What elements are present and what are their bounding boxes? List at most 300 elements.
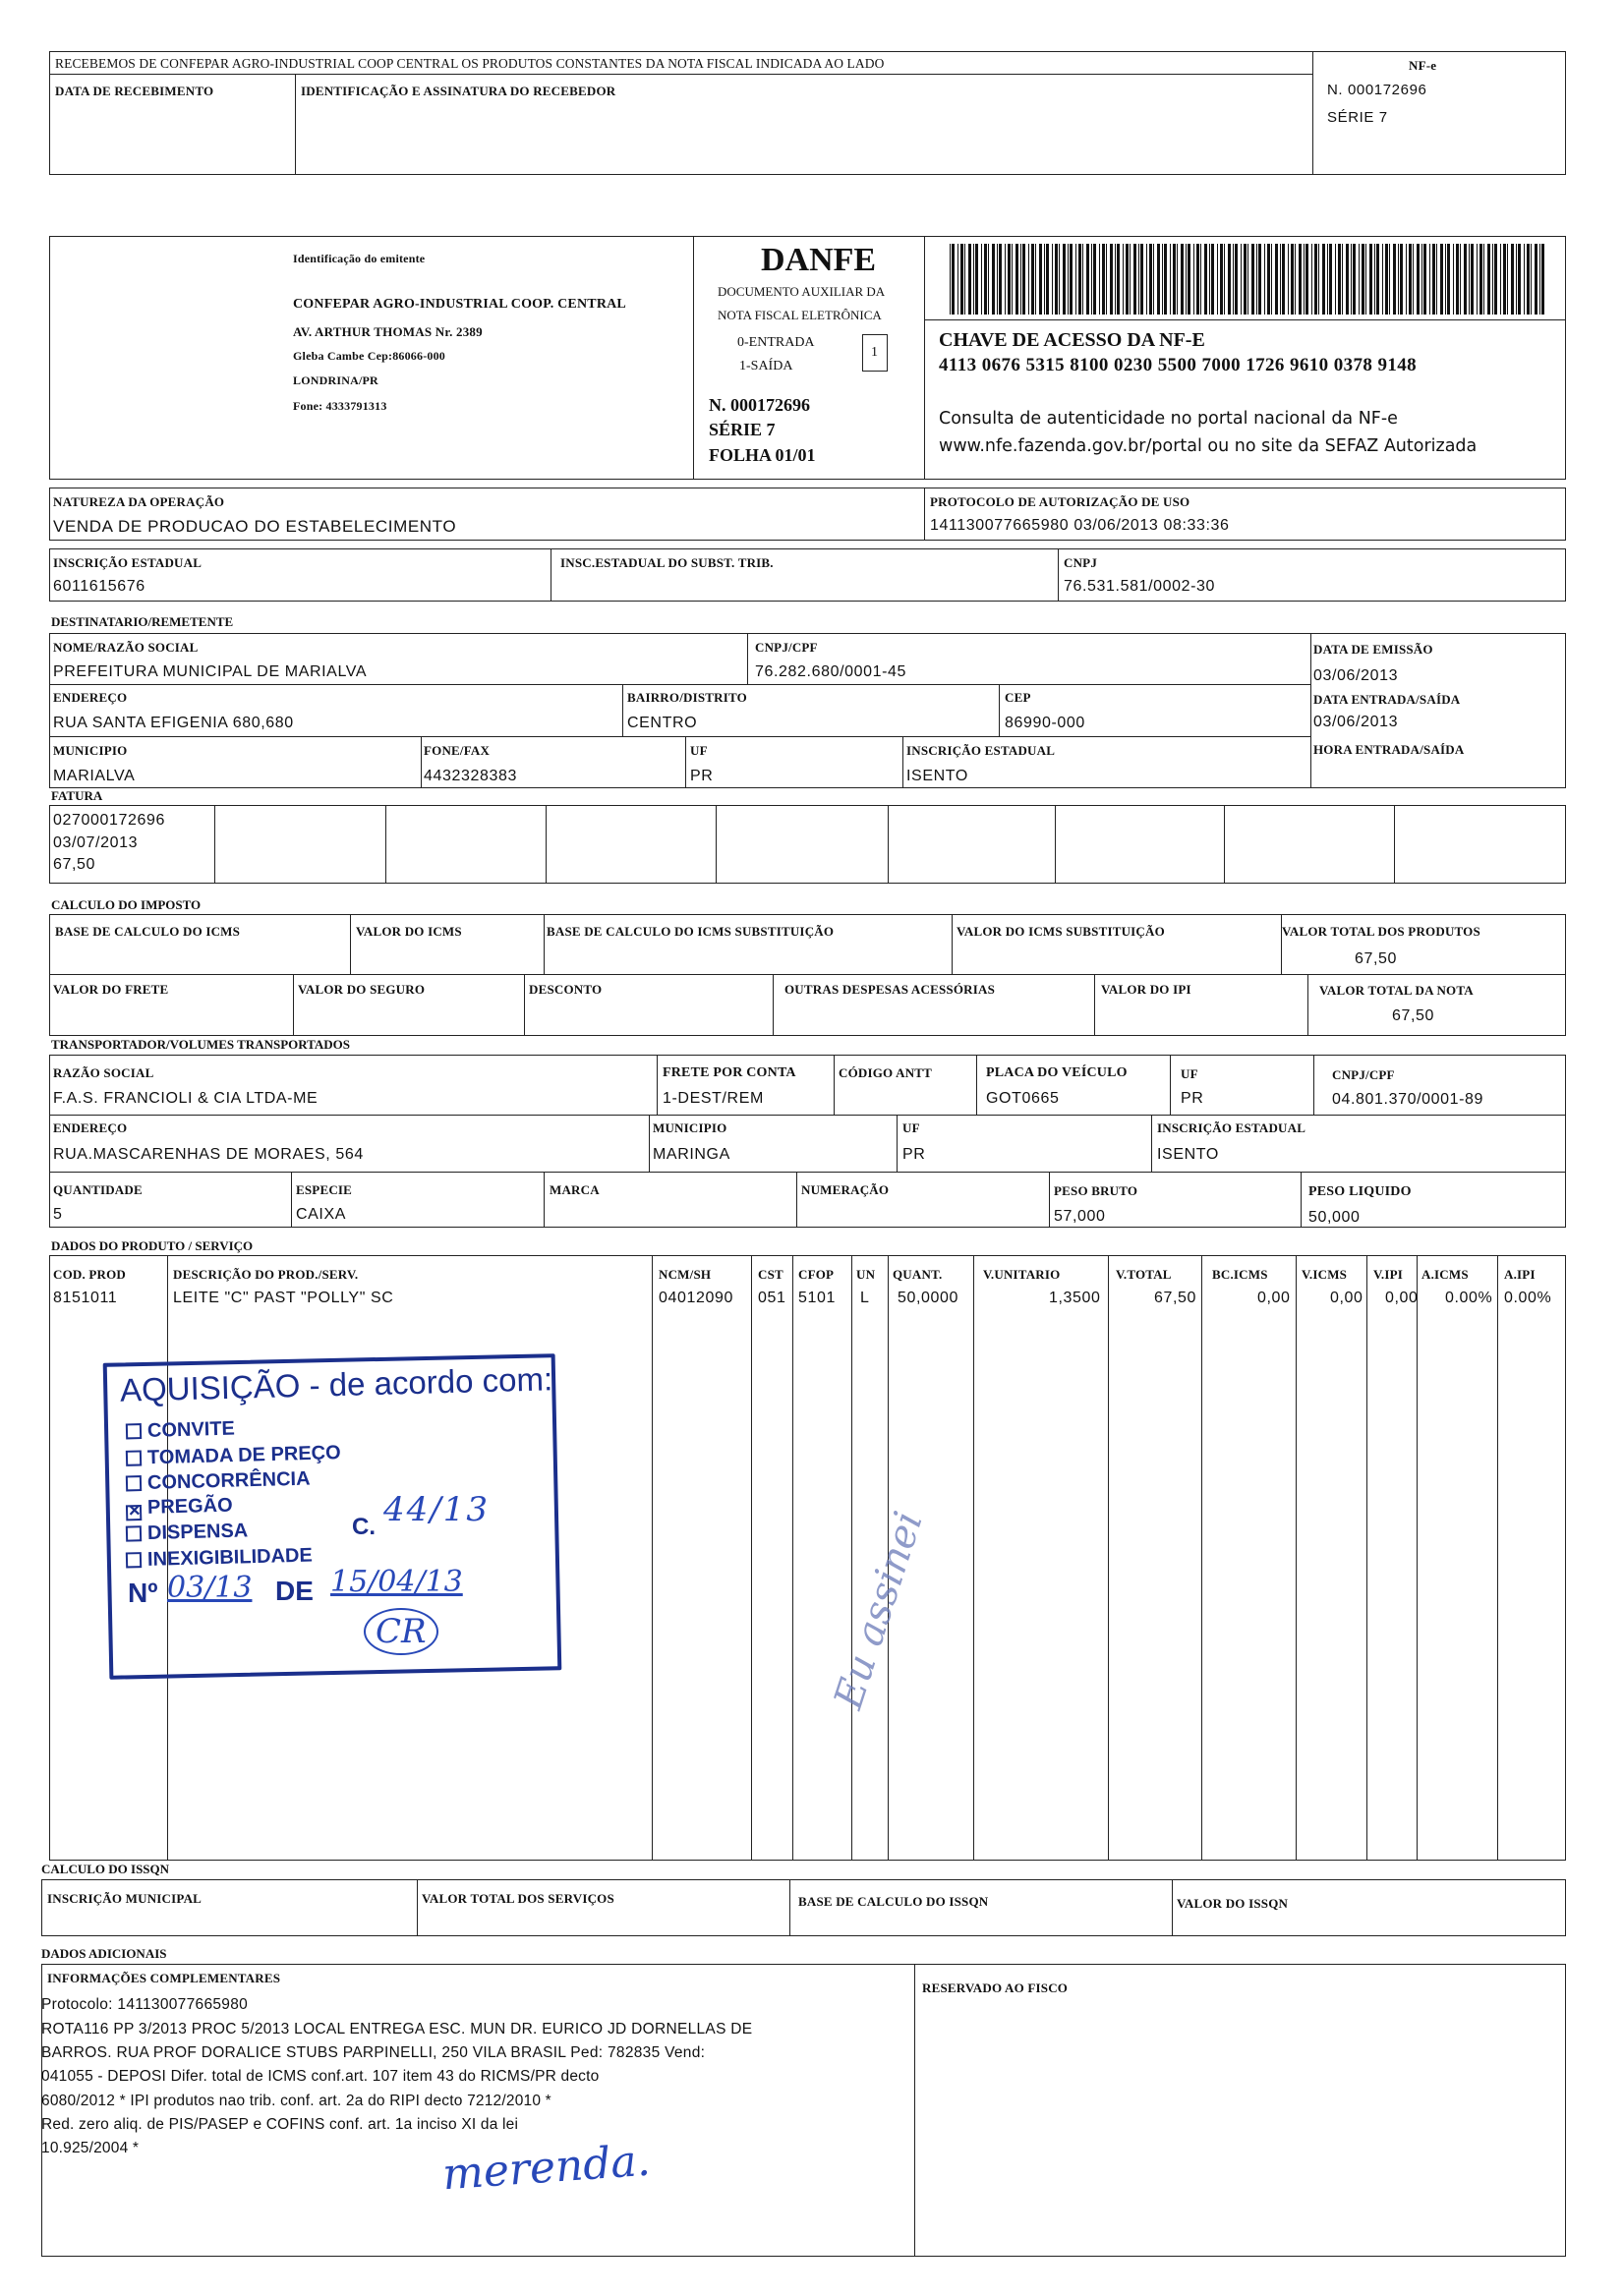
- inscricao-box: [49, 548, 1566, 602]
- dest-emissao-label: DATA DE EMISSÃO: [1313, 642, 1433, 657]
- imp-sep-9: [1307, 974, 1308, 1036]
- danfe-folha: FOLHA 01/01: [709, 445, 816, 465]
- stamp-de-value: 15/04/13: [330, 1565, 463, 1599]
- transp-sep-a: [657, 1055, 658, 1115]
- barcode-bar: [1322, 244, 1325, 315]
- barcode-bar: [1342, 244, 1343, 315]
- barcode-bar: [1527, 244, 1530, 315]
- barcode-bar: [1247, 244, 1248, 315]
- barcode-bar: [1153, 244, 1154, 315]
- barcode-bar: [1117, 244, 1120, 315]
- emitente-city: LONDRINA/PR: [293, 373, 378, 387]
- barcode-bar: [988, 244, 989, 315]
- prod-h-cst: CST: [758, 1267, 783, 1282]
- prod-h-desc: DESCRIÇÃO DO PROD./SERV.: [173, 1267, 359, 1282]
- barcode-bar: [1012, 244, 1013, 315]
- fatura-line-1: 027000172696: [53, 812, 165, 829]
- dest-nome: PREFEITURA MUNICIPAL DE MARIALVA: [53, 663, 368, 680]
- destinatario-section: DESTINATARIO/REMETENTE: [51, 614, 234, 629]
- transp-sep-g: [897, 1115, 898, 1172]
- barcode-bar: [1063, 244, 1066, 315]
- info-line-2: ROTA116 PP 3/2013 PROC 5/2013 LOCAL ENTREGA ESC. MUN DR. EURICO JD DORNELLAS DE: [41, 2021, 753, 2038]
- barcode-bar: [1374, 244, 1375, 315]
- produtos-column-separator: [973, 1255, 974, 1861]
- barcode-bar: [1524, 244, 1525, 315]
- barcode-bar: [1170, 244, 1171, 315]
- imp-frete: VALOR DO FRETE: [53, 982, 169, 997]
- chave-consulta-2: www.nfe.fazenda.gov.br/portal ou no site da SEFAZ Autorizada: [939, 436, 1478, 456]
- imp-sep-7: [773, 974, 774, 1036]
- transp-row-2: [49, 1172, 1566, 1173]
- barcode-bar: [1241, 244, 1242, 315]
- prod-h-vicms: V.ICMS: [1302, 1267, 1348, 1282]
- receipt-divider: [49, 74, 1312, 75]
- fatura-section: FATURA: [51, 788, 103, 803]
- transp-frete-label: FRETE POR CONTA: [663, 1065, 796, 1080]
- stamp-option-convite: [126, 1418, 235, 1444]
- barcode-bar: [1275, 244, 1278, 315]
- dest-sep-right: [1310, 633, 1311, 788]
- barcode-bar: [1106, 244, 1107, 315]
- issqn-im: INSCRIÇÃO MUNICIPAL: [47, 1891, 203, 1906]
- barcode-bar: [1492, 244, 1493, 315]
- prod-h-cfop: CFOP: [798, 1267, 835, 1282]
- transp-numeracao-label: NUMERAÇÃO: [801, 1182, 890, 1197]
- barcode-bar: [1335, 244, 1336, 315]
- barcode-bar: [992, 244, 995, 315]
- stamp-option-concorrencia-text: CONCORRÊNCIA: [146, 1467, 311, 1494]
- emitente-name: CONFEPAR AGRO-INDUSTRIAL COOP. CENTRAL: [293, 297, 626, 312]
- dest-municipio-label: MUNICIPIO: [53, 743, 128, 758]
- stamp-c-label: C.: [352, 1514, 376, 1540]
- receipt-signature-label: IDENTIFICAÇÃO E ASSINATURA DO RECEBEDOR: [301, 84, 616, 98]
- danfe-number: N. 000172696: [709, 395, 810, 415]
- transp-placa-label: PLACA DO VEÍCULO: [986, 1065, 1128, 1080]
- barcode-bar: [1503, 244, 1506, 315]
- stamp-no-label: Nº: [128, 1578, 158, 1608]
- barcode-bar: [1518, 244, 1521, 315]
- header-sep-2: [924, 236, 925, 480]
- issqn-sep-2: [789, 1879, 790, 1936]
- imposto-row-sep: [49, 974, 1566, 975]
- transp-row-1: [49, 1115, 1566, 1116]
- barcode-bar: [1487, 244, 1490, 315]
- danfe-sub2: NOTA FISCAL ELETRÔNICA: [718, 308, 882, 322]
- prod-vicms: 0,00: [1330, 1290, 1363, 1306]
- emitente-label: Identificação do emitente: [293, 252, 426, 265]
- dest-emissao: 03/06/2013: [1313, 667, 1399, 684]
- barcode-bar: [1200, 244, 1201, 315]
- chave-consulta-1: Consulta de autenticidade no portal nacional da NF-e: [939, 409, 1398, 429]
- barcode-bar: [1539, 244, 1540, 315]
- transp-cnpj: 04.801.370/0001-89: [1332, 1091, 1484, 1108]
- barcode: [950, 244, 1549, 315]
- imp-base-icms: BASE DE CALCULO DO ICMS: [55, 924, 241, 939]
- transp-frete: 1-DEST/REM: [663, 1090, 764, 1107]
- barcode-bar: [1471, 244, 1474, 315]
- imp-sep-8: [1094, 974, 1095, 1036]
- transp-liquido: 50,000: [1308, 1209, 1361, 1226]
- barcode-bar: [1224, 244, 1225, 315]
- transp-sep-d: [1170, 1055, 1171, 1115]
- dest-sep-cep: [999, 684, 1000, 736]
- barcode-bar: [1211, 244, 1214, 315]
- barcode-bar: [1288, 244, 1289, 315]
- fatura-sep-6: [1055, 805, 1056, 884]
- stamp-no-value: 03/13: [167, 1571, 253, 1605]
- barcode-bar: [1282, 244, 1285, 315]
- issqn-valor: VALOR DO ISSQN: [1177, 1896, 1289, 1911]
- imposto-section: CALCULO DO IMPOSTO: [51, 897, 202, 912]
- barcode-bar: [1267, 244, 1270, 315]
- imp-desconto: DESCONTO: [529, 982, 603, 997]
- transp-uf: PR: [1181, 1090, 1204, 1107]
- barcode-bar: [1177, 244, 1178, 315]
- barcode-bar: [1460, 244, 1461, 315]
- barcode-bar: [1228, 244, 1231, 315]
- barcode-bar: [960, 244, 963, 315]
- dest-ie-label: INSCRIÇÃO ESTADUAL: [906, 743, 1056, 758]
- barcode-bar: [1008, 244, 1011, 315]
- barcode-bar: [1091, 244, 1092, 315]
- transp-sep-h: [1151, 1115, 1152, 1172]
- barcode-bar: [1068, 244, 1069, 315]
- barcode-bar: [1541, 244, 1544, 315]
- stamp-option-pregao-text: PREGÃO: [146, 1494, 233, 1519]
- barcode-bar: [1362, 244, 1364, 315]
- barcode-bar: [1031, 244, 1034, 315]
- barcode-bar: [1376, 244, 1379, 315]
- produtos-column-separator: [652, 1255, 653, 1861]
- barcode-bar: [1188, 244, 1190, 315]
- barcode-bar: [1070, 244, 1073, 315]
- barcode-bar: [1157, 244, 1160, 315]
- issqn-base: BASE DE CALCULO DO ISSQN: [798, 1894, 989, 1909]
- barcode-bar: [1338, 244, 1341, 315]
- barcode-bar: [1295, 244, 1296, 315]
- prod-ncm: 04012090: [659, 1290, 733, 1306]
- dest-row-2: [49, 736, 1310, 737]
- stamp-title: AQUISIÇÃO - de acordo com:: [119, 1360, 553, 1408]
- barcode-bar: [1440, 244, 1443, 315]
- dest-ie: ISENTO: [906, 768, 968, 784]
- imp-total-nota: 67,50: [1392, 1007, 1435, 1024]
- transp-uf2: PR: [902, 1146, 926, 1163]
- barcode-bar: [1365, 244, 1366, 315]
- info-line-1: Protocolo: 141130077665980: [41, 1996, 249, 2013]
- handwritten-note: Eu assinei: [826, 1506, 932, 1715]
- issqn-sep-3: [1172, 1879, 1173, 1936]
- barcode-bar: [1327, 244, 1328, 315]
- barcode-bar: [1044, 244, 1045, 315]
- barcode-bar: [1235, 244, 1238, 315]
- issqn-sep-1: [417, 1879, 418, 1936]
- barcode-bar: [950, 244, 951, 315]
- transp-uf2-label: UF: [902, 1120, 920, 1135]
- imp-sep-2: [544, 914, 545, 974]
- barcode-bar: [1059, 244, 1060, 315]
- transp-bruto: 57,000: [1054, 1208, 1106, 1225]
- barcode-bar: [1173, 244, 1176, 315]
- fatura-sep-4: [716, 805, 717, 884]
- dest-bairro: CENTRO: [627, 715, 698, 731]
- transp-ie-label: INSCRIÇÃO ESTADUAL: [1157, 1120, 1306, 1135]
- prod-h-vipi: V.IPI: [1373, 1267, 1404, 1282]
- barcode-bar: [1126, 244, 1129, 315]
- emitente-district: Gleba Cambe Cep:86066-000: [293, 349, 445, 363]
- imp-total-prod: 67,50: [1355, 950, 1398, 967]
- barcode-bar: [1500, 244, 1501, 315]
- barcode-bar: [997, 244, 998, 315]
- imp-sep-5: [293, 974, 294, 1036]
- protocolo-label: PROTOCOLO DE AUTORIZAÇÃO DE USO: [930, 494, 1190, 509]
- imp-valor-icms: VALOR DO ICMS: [356, 924, 462, 939]
- barcode-bar: [1299, 244, 1302, 315]
- natureza-sep: [924, 488, 925, 541]
- barcode-bar: [1291, 244, 1294, 315]
- transp-sep-c: [976, 1055, 977, 1115]
- barcode-bar: [1133, 244, 1136, 315]
- barcode-bar: [1028, 244, 1029, 315]
- transp-sep-k: [796, 1172, 797, 1228]
- danfe-serie: SÉRIE 7: [709, 420, 776, 439]
- barcode-bar: [1409, 244, 1412, 315]
- danfe-entrada: 0-ENTRADA: [737, 335, 815, 350]
- stamp-option-convite-text: CONVITE: [146, 1417, 236, 1442]
- ie-value: 6011615676: [53, 578, 145, 595]
- imp-valor-st: VALOR DO ICMS SUBSTITUIÇÃO: [957, 924, 1165, 939]
- barcode-bar: [1436, 244, 1437, 315]
- dest-entrada-label: DATA ENTRADA/SAÍDA: [1313, 692, 1461, 707]
- produtos-section: DADOS DO PRODUTO / SERVIÇO: [51, 1238, 254, 1253]
- transp-endereco-label: ENDEREÇO: [53, 1120, 128, 1135]
- barcode-bar: [1046, 244, 1049, 315]
- prod-un: L: [860, 1290, 870, 1306]
- transp-cnpj-label: CNPJ/CPF: [1332, 1067, 1395, 1082]
- barcode-bar: [1204, 244, 1207, 315]
- barcode-bar: [1469, 244, 1470, 315]
- fatura-sep-1: [214, 805, 215, 884]
- receipt-sep-data: [295, 74, 296, 175]
- barcode-bar: [1305, 244, 1308, 315]
- info-line-7: 10.925/2004 *: [41, 2140, 140, 2156]
- barcode-bar: [1110, 244, 1113, 315]
- imp-total-nota-label: VALOR TOTAL DA NOTA: [1319, 983, 1474, 998]
- ie-label: INSCRIÇÃO ESTADUAL: [53, 555, 203, 570]
- emitente-street: AV. ARTHUR THOMAS Nr. 2389: [293, 324, 483, 339]
- fatura-sep-3: [546, 805, 547, 884]
- imp-sep-6: [524, 974, 525, 1036]
- produtos-column-separator: [1201, 1255, 1202, 1861]
- dest-sep-cnpj: [747, 633, 748, 684]
- barcode-bar: [1432, 244, 1435, 315]
- barcode-bar: [1078, 244, 1081, 315]
- barcode-bar: [1398, 244, 1399, 315]
- barcode-bar: [1138, 244, 1139, 315]
- cnpj-label: CNPJ: [1064, 555, 1098, 570]
- receipt-nfe-serie: SÉRIE 7: [1327, 109, 1388, 126]
- transp-endereco: RUA.MASCARENHAS DE MORAES, 564: [53, 1146, 364, 1163]
- fatura-sep-5: [888, 805, 889, 884]
- barcode-bar: [968, 244, 971, 315]
- produtos-column-separator: [1417, 1255, 1418, 1861]
- prod-desc: LEITE "C" PAST "POLLY" SC: [173, 1290, 394, 1306]
- barcode-bar: [1130, 244, 1131, 315]
- transp-qtd: 5: [53, 1206, 63, 1223]
- dest-uf-label: UF: [690, 743, 708, 758]
- barcode-bar: [1483, 244, 1484, 315]
- natureza-label: NATUREZA DA OPERAÇÃO: [53, 494, 225, 509]
- transp-sep-j: [544, 1172, 545, 1228]
- prod-cst: 051: [758, 1290, 786, 1306]
- fatura-sep-8: [1394, 805, 1395, 884]
- barcode-bar: [975, 244, 978, 315]
- barcode-bar: [1479, 244, 1482, 315]
- stamp-c-value: 44/13: [383, 1490, 490, 1529]
- barcode-bar: [984, 244, 987, 315]
- receipt-nfe-number: N. 000172696: [1327, 82, 1427, 98]
- dest-entrada: 03/06/2013: [1313, 714, 1399, 730]
- transp-razao-label: RAZÃO SOCIAL: [53, 1065, 154, 1080]
- transp-qtd-label: QUANTIDADE: [53, 1182, 143, 1197]
- barcode-bar: [1099, 244, 1100, 315]
- transp-especie-label: ESPECIE: [296, 1182, 353, 1197]
- barcode-bar: [1346, 244, 1349, 315]
- barcode-bar: [1477, 244, 1478, 315]
- dest-uf: PR: [690, 768, 714, 784]
- barcode-bar: [1511, 244, 1514, 315]
- inscricao-sep-2: [1058, 548, 1059, 602]
- barcode-bar: [1209, 244, 1210, 315]
- fatura-box: [49, 805, 1566, 884]
- barcode-bar: [952, 244, 955, 315]
- transp-placa: GOT0665: [986, 1090, 1060, 1107]
- barcode-bar: [1382, 244, 1383, 315]
- produtos-column-separator: [1366, 1255, 1367, 1861]
- barcode-bar: [1507, 244, 1508, 315]
- prod-h-quant: QUANT.: [893, 1267, 943, 1282]
- barcode-bar: [1052, 244, 1053, 315]
- prod-h-aipi: A.IPI: [1504, 1267, 1536, 1282]
- barcode-bar: [1314, 244, 1317, 315]
- barcode-bar: [981, 244, 982, 315]
- barcode-bar: [1164, 244, 1167, 315]
- barcode-bar: [1413, 244, 1414, 315]
- transporte-section: TRANSPORTADOR/VOLUMES TRANSPORTADOS: [51, 1037, 351, 1052]
- barcode-bar: [1233, 244, 1234, 315]
- info-line-3: BARROS. RUA PROF DORALICE STUBS PARPINELLI, 250 VILA BRASIL Ped: 782835 Vend:: [41, 2044, 706, 2061]
- barcode-bar: [1304, 244, 1305, 315]
- receipt-sep-nfe: [1312, 51, 1313, 175]
- imp-outras: OUTRAS DESPESAS ACESSÓRIAS: [784, 982, 995, 997]
- adicionais-sep: [914, 1964, 915, 2257]
- barcode-bar: [973, 244, 974, 315]
- chave-value: 4113 0676 5315 8100 0230 5500 7000 1726 9610 0378 9148: [939, 355, 1418, 375]
- prod-h-un: UN: [856, 1267, 876, 1282]
- barcode-bar: [1102, 244, 1105, 315]
- fatura-line-2: 03/07/2013: [53, 834, 139, 851]
- barcode-bar: [1329, 244, 1332, 315]
- prod-aicms: 0.00%: [1445, 1290, 1493, 1306]
- stamp-option-pregao: [126, 1495, 233, 1521]
- produtos-column-separator: [751, 1255, 752, 1861]
- barcode-bar: [1075, 244, 1076, 315]
- emitente-phone: Fone: 4333791313: [293, 399, 387, 413]
- barcode-bar: [1280, 244, 1281, 315]
- barcode-bar: [1400, 244, 1403, 315]
- produtos-column-separator: [1497, 1255, 1498, 1861]
- prod-vipi: 0,00: [1385, 1290, 1419, 1306]
- barcode-bar: [1186, 244, 1187, 315]
- barcode-bar: [1456, 244, 1459, 315]
- barcode-bar: [957, 244, 958, 315]
- barcode-bar: [1393, 244, 1396, 315]
- barcode-bar: [1256, 244, 1257, 315]
- barcode-bar: [1351, 244, 1352, 315]
- prod-h-aicms: A.ICMS: [1421, 1267, 1469, 1282]
- barcode-bar: [1369, 244, 1372, 315]
- barcode-bar: [964, 244, 965, 315]
- barcode-bar: [1389, 244, 1390, 315]
- barcode-bar: [1020, 244, 1021, 315]
- danfe-title: DANFE: [761, 242, 877, 278]
- barcode-bar: [1271, 244, 1272, 315]
- barcode-bar: [1015, 244, 1018, 315]
- transp-antt-label: CÓDIGO ANTT: [839, 1065, 933, 1080]
- imp-ipi: VALOR DO IPI: [1101, 982, 1191, 997]
- dest-fone-label: FONE/FAX: [424, 743, 491, 758]
- produtos-column-separator: [1108, 1255, 1109, 1861]
- receipt-header: RECEBEMOS DE CONFEPAR AGRO-INDUSTRIAL COOP CENTRAL OS PRODUTOS CONSTANTES DA NOTA FISCAL INDICADA AO LADO: [55, 56, 885, 71]
- fatura-line-3: 67,50: [53, 856, 96, 873]
- produtos-column-separator: [792, 1255, 793, 1861]
- prod-h-vtotal: V.TOTAL: [1116, 1267, 1172, 1282]
- stamp-option-dispensa-text: DISPENSA: [146, 1520, 249, 1545]
- info-label: INFORMAÇÕES COMPLEMENTARES: [47, 1971, 281, 1985]
- barcode-bar: [1055, 244, 1058, 315]
- transp-razao: F.A.S. FRANCIOLI & CIA LTDA-ME: [53, 1090, 319, 1107]
- stamp-initials: CR: [364, 1608, 438, 1655]
- dest-endereco-label: ENDEREÇO: [53, 690, 128, 705]
- danfe-sub1: DOCUMENTO AUXILIAR DA: [718, 284, 886, 299]
- transp-uf-label: UF: [1181, 1066, 1198, 1081]
- cnpj-value: 76.531.581/0002-30: [1064, 578, 1216, 595]
- dest-endereco: RUA SANTA EFIGENIA 680,680: [53, 715, 294, 731]
- barcode-bar: [1447, 244, 1450, 315]
- dest-sep-ie: [902, 736, 903, 788]
- barcode-bar: [1423, 244, 1426, 315]
- info-line-4: 041055 - DEPOSI Difer. total de ICMS conf.art. 107 item 43 do RICMS/PR decto: [41, 2068, 600, 2085]
- natureza-value: VENDA DE PRODUCAO DO ESTABELECIMENTO: [53, 517, 457, 536]
- prod-vtotal: 67,50: [1154, 1290, 1197, 1306]
- prod-h-ncm: NCM/SH: [659, 1267, 712, 1282]
- barcode-bar: [1005, 244, 1006, 315]
- barcode-bar: [1429, 244, 1430, 315]
- adicionais-section: DADOS ADICIONAIS: [41, 1946, 167, 1961]
- barcode-bar: [1318, 244, 1319, 315]
- barcode-bar: [1251, 244, 1254, 315]
- barcode-bar: [1353, 244, 1356, 315]
- stamp-option-dispensa: [126, 1520, 249, 1545]
- barcode-bar: [1531, 244, 1532, 315]
- barcode-bar: [1022, 244, 1025, 315]
- prod-h-bcicms: BC.ICMS: [1212, 1267, 1268, 1282]
- barcode-bar: [1193, 244, 1194, 315]
- barcode-bar: [1244, 244, 1247, 315]
- header-sep-1: [693, 236, 694, 480]
- header-sep-h: [924, 319, 1566, 320]
- prod-h-vunit: V.UNITARIO: [983, 1267, 1061, 1282]
